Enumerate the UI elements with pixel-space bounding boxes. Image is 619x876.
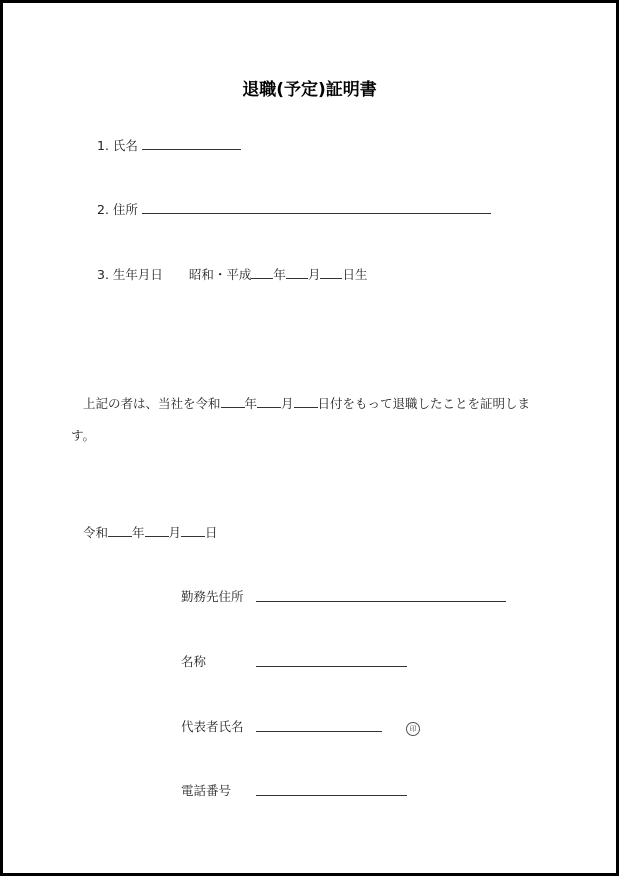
document-title: 退職(予定)証明書 [242,80,377,100]
field-name-number: 1. [97,138,109,153]
issue-date [83,523,218,541]
statement-suffix: 日付をもって退職したことを証明しま [317,396,531,411]
statement-prefix: 上記の者は、当社を令和 [83,396,221,411]
statement-line-1 [83,394,530,412]
field-address-number: 2. [97,202,109,217]
employer-address-line [256,601,506,602]
field-name [97,136,241,154]
company-name-line [256,666,407,667]
issue-day-blank [181,523,205,537]
birthdate-month-blank [286,265,308,279]
birthdate-month-unit: 月 [307,267,321,282]
statement-year-blank [221,394,245,408]
issue-month-blank [145,523,169,537]
phone-label: 電話番号 [181,783,232,798]
seal-mark: 印 [406,722,420,736]
representative-label: 代表者氏名 [181,719,244,734]
statement-line-2: す。 [71,428,96,443]
address-blank-line [142,200,491,214]
birthdate-era: 昭和・平成 [188,267,252,282]
field-address-label: 住所 [112,202,138,217]
employer-address-label: 勤務先住所 [181,589,244,604]
birthdate-year-unit: 年 [273,267,286,282]
statement-day-blank [294,394,318,408]
field-birthdate [97,265,367,283]
statement-month-unit: 月 [281,396,294,411]
issue-year-unit: 年 [132,525,145,540]
phone-line [256,795,407,796]
birthdate-day-blank [320,265,342,279]
company-name-label: 名称 [181,654,207,669]
issue-year-blank [108,523,132,537]
birthdate-day-unit: 日生 [342,267,368,282]
issue-date-era: 令和 [83,525,109,540]
issue-month-unit: 月 [168,525,182,540]
field-address [97,200,491,218]
statement-year-unit: 年 [244,396,258,411]
field-name-label: 氏名 [112,138,138,153]
field-birthdate-number: 3. [97,267,109,282]
name-blank-line [142,136,241,150]
representative-line [256,731,382,732]
issue-day-unit: 日 [205,525,218,540]
birthdate-year-blank [251,265,273,279]
statement-month-blank [257,394,281,408]
field-birthdate-label: 生年月日 [112,267,163,282]
seal-icon [406,718,420,737]
